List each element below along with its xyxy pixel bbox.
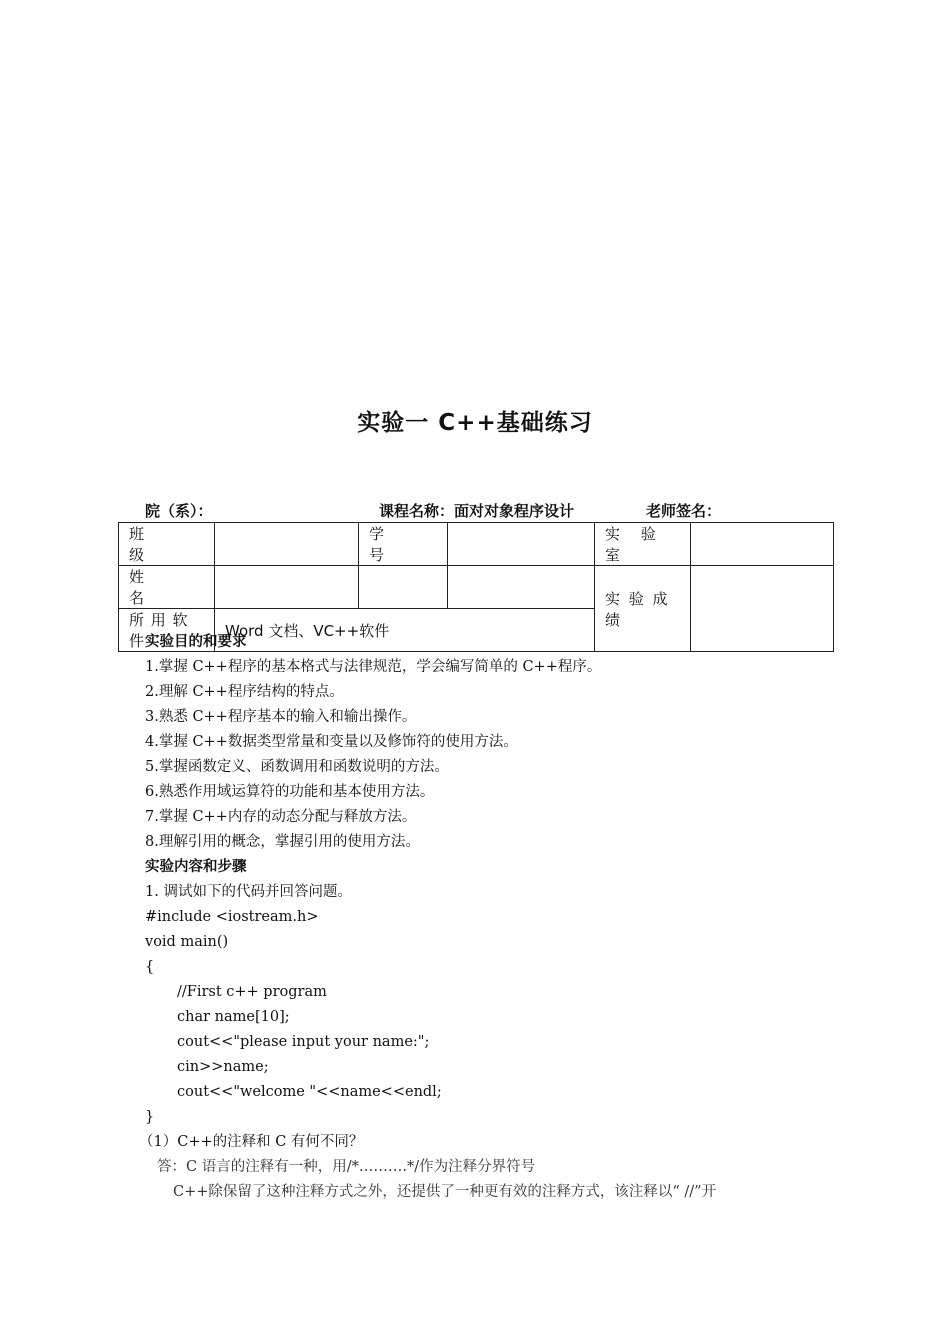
department-label: 院（系）： [145, 502, 213, 520]
answer-1: 答：C 语言的注释有一种，用/*……….*/作为注释分界符号 [157, 1159, 536, 1175]
document-body [139, 630, 835, 1205]
steps-heading: 实验内容和步骤 [145, 859, 247, 875]
class-label: 班 级 [129, 525, 189, 564]
objective-item: 8.理解引用的概念，掌握引用的使用方法。 [145, 834, 420, 850]
code-line: //First c++ program [177, 984, 327, 1000]
lab-label: 实 验 室 [605, 525, 664, 564]
student-id-label-cell [359, 523, 448, 566]
code-line: void main() [145, 934, 229, 950]
code-line: cout<<"please input your name:"; [177, 1034, 430, 1050]
objectives-heading: 实验目的和要求 [145, 634, 247, 650]
objective-item: 3.熟悉 C++程序基本的输入和输出操作。 [145, 709, 417, 725]
objective-item: 1.掌握 C++程序的基本格式与法律规范，学会编写简单的 C++程序。 [145, 659, 602, 675]
course-name: 课程名称：面对对象程序设计 [379, 502, 575, 520]
code-line: #include <iostream.h> [145, 909, 319, 925]
page-title: 实验一 C++基础练习 [357, 410, 593, 436]
name-label: 姓 名 [129, 568, 189, 607]
objective-item: 4.掌握 C++数据类型常量和变量以及修饰符的使用方法。 [145, 734, 518, 750]
objective-item: 5.掌握函数定义、函数调用和函数说明的方法。 [145, 759, 449, 775]
answer-2: C++除保留了这种注释方式之外，还提供了一种更有效的注释方式，该注释以“ //”开 [173, 1184, 717, 1200]
step-1: 1. 调试如下的代码并回答问题。 [145, 884, 352, 900]
name-value-cell [215, 566, 359, 609]
name-label-cell [119, 566, 215, 609]
code-line: } [145, 1109, 155, 1125]
blank-cell-a [359, 566, 448, 609]
class-label-cell [119, 523, 215, 566]
grade-label: 实 验 成 绩 [605, 589, 670, 629]
code-line: char name[10]; [177, 1009, 290, 1025]
code-line: cin>>name; [177, 1059, 269, 1075]
student-id-value-cell [448, 523, 595, 566]
lab-value-cell [691, 523, 834, 566]
question-1: （1）C++的注释和 C 有何不同？ [139, 1134, 364, 1150]
software-label: 所 用 软 件 [129, 611, 189, 650]
class-value-cell [215, 523, 359, 566]
objective-item: 6.熟悉作用域运算符的功能和基本使用方法。 [145, 784, 435, 800]
lab-label-cell [595, 523, 691, 566]
blank-cell-b [448, 566, 595, 609]
teacher-signature-label: 老师签名： [646, 502, 722, 520]
code-line: cout<<"welcome "<<name<<endl; [177, 1084, 442, 1100]
objective-item: 7.掌握 C++内存的动态分配与释放方法。 [145, 809, 417, 825]
code-line: { [145, 959, 155, 975]
objective-item: 2.理解 C++程序结构的特点。 [145, 684, 344, 700]
software-value: Word 文档、VC++软件 [225, 621, 390, 640]
student-id-label: 学 号 [369, 525, 421, 564]
